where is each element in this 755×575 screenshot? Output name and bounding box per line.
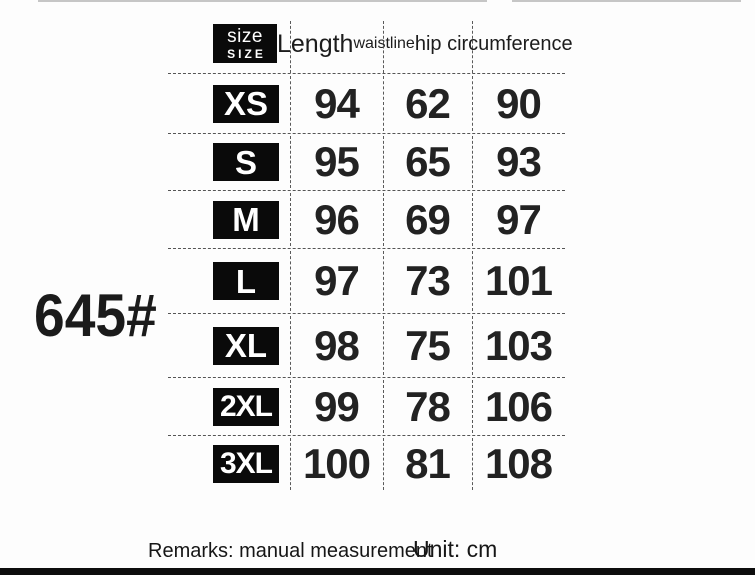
unit-note: Unit: cm (413, 536, 498, 562)
column-divider (472, 380, 473, 433)
length-value: 99 (314, 382, 359, 430)
hip-value: 93 (496, 138, 541, 185)
waistline-value: 65 (405, 138, 450, 185)
size-badge-lowercase: size (227, 26, 263, 47)
column-divider (290, 316, 291, 375)
column-divider (472, 193, 473, 246)
hip-value: 108 (484, 440, 553, 487)
column-divider (383, 316, 384, 375)
size-badge: XS (213, 85, 279, 123)
length-value: 96 (314, 195, 359, 243)
column-divider (472, 251, 473, 311)
hip-value: 101 (484, 257, 553, 304)
column-header-length: Length (277, 29, 354, 58)
hip-value: 106 (484, 382, 553, 430)
column-divider (472, 76, 473, 131)
size-badge-uppercase: SIZE (227, 47, 266, 61)
waistline-value: 69 (405, 195, 450, 243)
size-badge: S (213, 143, 279, 181)
size-header-cell (168, 15, 277, 73)
waistline-value: 75 (405, 321, 450, 369)
bottom-black-bar (0, 568, 755, 575)
table-row-xl (168, 313, 565, 377)
size-badge: 3XL (213, 445, 279, 483)
waistline-value: 73 (405, 257, 450, 304)
table-header-row (168, 15, 573, 73)
size-badge: M (213, 201, 279, 239)
column-divider (472, 136, 473, 188)
column-divider (290, 136, 291, 188)
length-value: 98 (314, 321, 359, 369)
waistline-value: 78 (405, 382, 450, 430)
column-divider (383, 193, 384, 246)
column-divider (472, 21, 473, 73)
table-row-m (168, 190, 565, 248)
remarks-note: Remarks: manual measurement (148, 540, 433, 562)
table-row-s (168, 133, 565, 190)
product-code: 645# (34, 282, 157, 349)
size-badge: XL (213, 327, 279, 365)
column-divider (290, 21, 291, 73)
column-divider (472, 316, 473, 375)
table-row-3xl (168, 435, 565, 492)
length-value: 100 (302, 440, 371, 487)
column-divider (383, 380, 384, 433)
column-divider (383, 136, 384, 188)
table-row-2xl (168, 377, 565, 435)
top-border-segment-left (38, 0, 487, 2)
column-divider (290, 193, 291, 246)
column-header-hip-circumference: hip circumference (414, 32, 573, 55)
top-border-segment-right (512, 0, 741, 2)
column-header-waistline: waistline (353, 35, 415, 52)
waistline-value: 81 (405, 440, 450, 487)
hip-value: 90 (496, 79, 541, 127)
length-value: 97 (314, 257, 359, 304)
column-divider (383, 76, 384, 131)
table-row-l (168, 248, 565, 313)
column-divider (383, 438, 384, 490)
column-divider (290, 438, 291, 490)
size-badge: L (213, 262, 279, 300)
column-divider (383, 251, 384, 311)
size-header-badge (213, 24, 277, 63)
table-row-xs (168, 73, 565, 133)
hip-value: 103 (484, 321, 553, 369)
column-divider (290, 251, 291, 311)
hip-value: 97 (496, 195, 541, 243)
length-value: 94 (314, 79, 359, 127)
column-divider (290, 380, 291, 433)
column-divider (472, 438, 473, 490)
waistline-value: 62 (405, 79, 450, 127)
column-divider (383, 21, 384, 73)
column-divider (290, 76, 291, 131)
length-value: 95 (314, 138, 359, 185)
size-chart-table (168, 15, 573, 492)
size-badge: 2XL (213, 388, 279, 426)
